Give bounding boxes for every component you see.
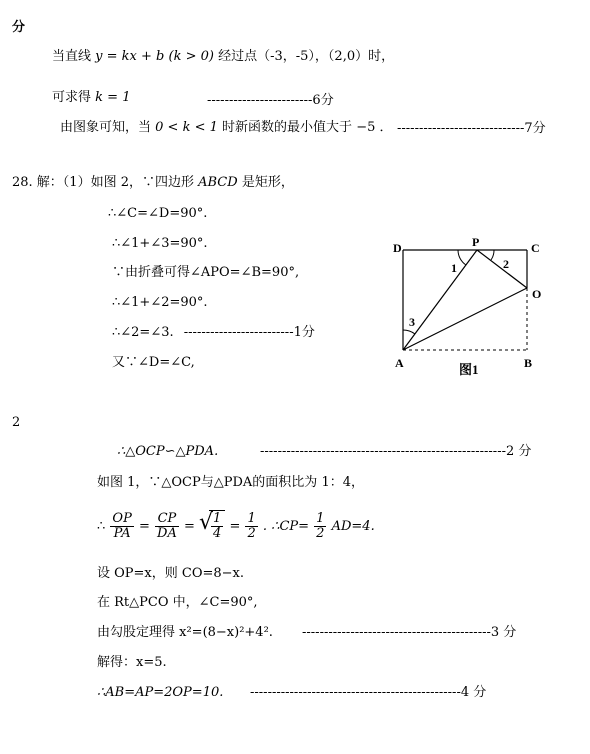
label-C: C: [531, 241, 540, 255]
p2-line-2: 如图 1，∵△OCP与△PDA的面积比为 1：4，: [97, 475, 364, 490]
label-D: D: [393, 241, 402, 255]
p2-line-1: ∴△OCP∽△PDA.: [117, 444, 219, 459]
label-angle-1: 1: [451, 261, 457, 275]
frac-half-den: 2: [247, 526, 256, 541]
line-c-cond: 0 < k < 1: [155, 120, 218, 135]
angle-arc-2: [491, 250, 494, 260]
line-c-text-b: 时新函数的最小值大于: [222, 120, 353, 135]
p2-line-1-dots: --------------------------------------------------------2 分: [260, 444, 532, 459]
line-b: [52, 90, 130, 106]
q28-header-end: 是矩形，: [241, 175, 294, 190]
equals-1: =: [138, 519, 150, 534]
line-a-mid: 经过点（-3，-5），（2,0）时，: [218, 49, 395, 64]
p2-line-6-dots: -------------------------------------------3 分: [302, 625, 517, 640]
geometry-figure: [385, 230, 555, 380]
line-b-eq: k = 1: [95, 90, 131, 105]
label-P: P: [472, 235, 480, 249]
line-c-val: −5: [356, 120, 376, 135]
line-a-eq: y = kx + b: [95, 49, 165, 64]
q28-step-2: ∴∠1+∠3=90°.: [112, 236, 208, 251]
p2-line-5: 在 Rt△PCO 中，∠C=90°,: [97, 595, 258, 610]
square-root: [199, 510, 225, 543]
ratio-lead: ∴: [97, 519, 106, 534]
frac-pa: PA: [113, 526, 131, 541]
equals-3: =: [229, 519, 241, 534]
figure-caption: 图1: [459, 362, 479, 377]
q28-step-5-text: ∴∠2=∠3.: [112, 325, 174, 340]
line-b-dots: ------------------------6分: [207, 93, 334, 108]
label-A: A: [395, 356, 404, 370]
q28-step-1: ∴∠C=∠D=90°.: [108, 206, 208, 221]
line-b-text: 可求得: [52, 90, 92, 105]
q28-step-3: ∵由折叠可得∠APO=∠B=90°,: [112, 265, 300, 280]
line-a-cond: (k > 0): [168, 49, 214, 64]
p2-line-6: 由勾股定理得 x²=(8−x)²+4².: [97, 625, 273, 640]
angle-arc-1: [458, 250, 466, 265]
label-B: B: [524, 356, 533, 370]
segment-PO: [477, 250, 527, 288]
q28-step-5: [112, 325, 315, 341]
q28-step-5-dots: -------------------------1分: [183, 325, 315, 340]
label-angle-3: 3: [409, 315, 415, 329]
radical-sign: √: [199, 510, 214, 535]
frac-half2-den: 2: [316, 526, 325, 541]
line-c: [60, 120, 393, 136]
label-angle-2: 2: [503, 257, 509, 271]
page-number: 2: [12, 415, 21, 430]
p2-line-4: 设 OP=x，则 CO=8−x.: [97, 566, 245, 581]
fraction-cp-da: [155, 512, 179, 541]
line-c-end: ．: [379, 120, 393, 135]
p2-ratio-line: [97, 510, 375, 543]
q28-step-6: 又∵∠D=∠C,: [112, 355, 195, 370]
line-c-dots: -----------------------------7分: [397, 121, 546, 136]
frac-sq-num: 1: [213, 511, 222, 526]
p2-line-8: ∴AB=AP=2OP=10.: [97, 685, 224, 700]
fraction-1-2-b: [314, 512, 326, 541]
frac-half-num: 1: [247, 511, 256, 526]
frac-da: DA: [157, 526, 177, 541]
line-a: [52, 49, 394, 65]
segment-AO: [403, 288, 527, 350]
p2-line-8-dots: ------------------------------------------------4 分: [250, 685, 487, 700]
label-O: O: [532, 287, 542, 301]
frac-cp: CP: [155, 512, 179, 527]
equals-2: =: [183, 519, 195, 534]
ratio-mid: . ∴CP=: [262, 519, 310, 534]
q28-header-text: 28. 解：（1）如图 2，∵四边形: [12, 175, 194, 190]
frac-sq-den: 4: [213, 526, 222, 541]
angle-arc-3: [403, 330, 415, 334]
q28-header-var: ABCD: [198, 175, 238, 190]
p2-line-7: 解得：x=5.: [97, 655, 167, 670]
q28-header: [12, 175, 294, 191]
q28-step-4: ∴∠1+∠2=90°.: [112, 295, 208, 310]
line-c-text-a: 由图象可知，当: [60, 120, 152, 135]
ratio-tail: AD=4.: [331, 519, 375, 534]
fraction-1-2-a: [245, 512, 257, 541]
frac-op: OP: [112, 511, 132, 526]
line-a-prefix: 当直线: [52, 49, 92, 64]
fraction-op-pa: [110, 512, 133, 541]
fen-label: 分: [12, 20, 26, 35]
frac-half2-num: 1: [316, 511, 325, 526]
